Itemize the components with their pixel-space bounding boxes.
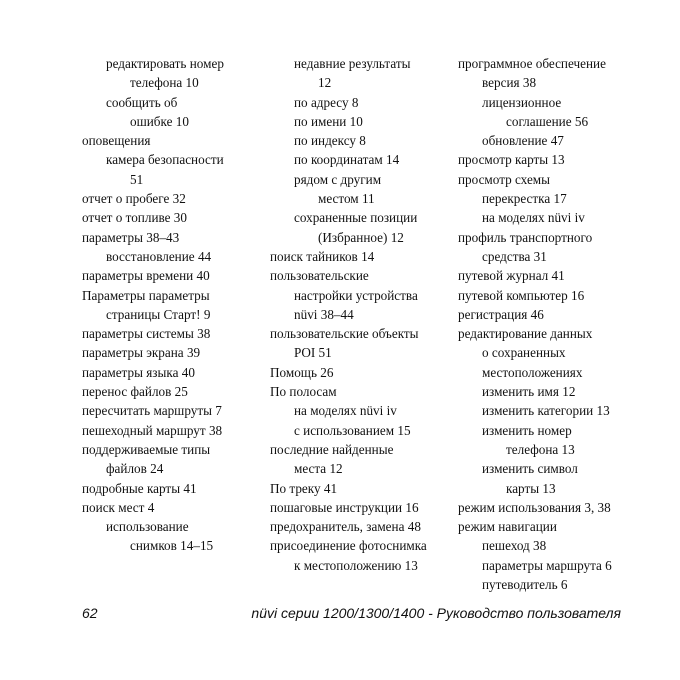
index-subentry: по имени 10 (294, 113, 363, 129)
index-subentry: 12 (318, 75, 332, 91)
index-entry: присоединение фотоснимка (270, 538, 427, 554)
index-subentry: местом 11 (318, 191, 375, 207)
index-subentry: перекрестка 17 (482, 191, 567, 207)
index-entry: пересчитать маршруты 7 (82, 403, 222, 419)
index-subentry: места 12 (294, 461, 343, 477)
index-entry: пользовательские (270, 268, 369, 284)
manual-title: nüvi серии 1200/1300/1400 - Руководство пользователя (251, 605, 621, 621)
index-entry: профиль транспортного (458, 229, 593, 245)
index-entry: подробные карты 41 (82, 480, 197, 496)
index-subentry: редактировать номер (106, 56, 224, 71)
index-subentry: камера безопасности (106, 152, 224, 168)
index-column-2 (270, 54, 452, 575)
page-number: 62 (82, 605, 98, 621)
index-entry: просмотр карты 13 (458, 152, 565, 168)
index-subentry: о сохраненных (482, 345, 566, 361)
index-entry: По полосам (270, 384, 337, 400)
index-subentry: POI 51 (294, 345, 332, 361)
index-entry: редактирование данных (458, 326, 593, 342)
index-subentry: обновление 47 (482, 133, 564, 149)
index-entry: предохранитель, замена 48 (270, 519, 421, 535)
index-entry: режим навигации (458, 519, 557, 535)
index-subentry: по индексу 8 (294, 133, 366, 149)
index-subentry: сохраненные позиции (294, 210, 418, 226)
index-subentry: по адресу 8 (294, 94, 359, 110)
index-subentry: карты 13 (506, 480, 556, 496)
index-entry: пошаговые инструкции 16 (270, 499, 419, 515)
index-entry: программное обеспечение (458, 56, 606, 71)
index-entry: отчет о топливе 30 (82, 210, 187, 226)
index-entry: пользовательские объекты (270, 326, 419, 342)
index-entry: перенос файлов 25 (82, 384, 188, 400)
index-subentry: местоположениях (482, 364, 583, 380)
index-entry: поддерживаемые типы (82, 441, 211, 457)
index-entry: путевой журнал 41 (458, 268, 565, 284)
index-column-3 (458, 54, 658, 594)
index-entry: режим использования 3, 38 (458, 499, 611, 515)
index-subentry: пешеход 38 (482, 538, 547, 554)
index-entry: просмотр схемы (458, 171, 551, 187)
index-subentry: изменить имя 12 (482, 384, 576, 400)
index-entry: пешеходный маршрут 38 (82, 422, 223, 438)
index-subentry: телефона 13 (506, 441, 575, 457)
index-subentry: изменить номер (482, 422, 572, 438)
index-subentry: сообщить об (106, 94, 178, 110)
index-subentry: лицензионное (482, 94, 562, 110)
index-entry: По треку 41 (270, 480, 338, 496)
index-subentry: параметры маршрута 6 (482, 557, 612, 573)
index-entry: поиск тайников 14 (270, 248, 375, 264)
index-subentry: ошибке 10 (130, 113, 189, 129)
index-column-1 (82, 54, 262, 556)
index-entry: параметры времени 40 (82, 268, 210, 284)
index-entry: регистрация 46 (458, 306, 544, 322)
index-subentry: страницы Старт! 9 (106, 306, 211, 322)
index-entry: отчет о пробеге 32 (82, 191, 186, 207)
index-subentry: изменить символ (482, 461, 578, 477)
index-subentry: путеводитель 6 (482, 577, 568, 593)
index-entry: поиск мест 4 (82, 499, 155, 515)
index-subentry: средства 31 (482, 248, 547, 264)
index-entry: путевой компьютер 16 (458, 287, 585, 303)
index-subentry: nüvi 38–44 (294, 306, 354, 322)
index-subentry: соглашение 56 (506, 113, 589, 129)
index-entry: Параметры параметры (82, 287, 210, 303)
index-subentry: (Избранное) 12 (318, 229, 404, 245)
index-entry: параметры 38–43 (82, 229, 180, 245)
index-entry: параметры системы 38 (82, 326, 211, 342)
index-subentry: с использованием 15 (294, 422, 411, 438)
index-entry: параметры экрана 39 (82, 345, 201, 361)
index-subentry: 51 (130, 171, 144, 187)
index-subentry: по координатам 14 (294, 152, 400, 168)
index-subentry: телефона 10 (130, 75, 199, 91)
index-subentry: рядом с другим (294, 171, 382, 187)
index-subentry: к местоположению 13 (294, 557, 418, 573)
index-subentry: восстановление 44 (106, 248, 212, 264)
index-subentry: изменить категории 13 (482, 403, 610, 419)
index-entry: оповещения (82, 133, 151, 149)
index-subentry: версия 38 (482, 75, 537, 91)
index-subentry: на моделях nüvi iv (294, 403, 397, 419)
index-subentry: недавние результаты (294, 56, 411, 71)
index-subentry: настройки устройства (294, 287, 418, 303)
index-entry: Помощь 26 (270, 364, 334, 380)
index-subentry: на моделях nüvi iv (482, 210, 585, 226)
index-entry: параметры языка 40 (82, 364, 195, 380)
index-subentry: файлов 24 (106, 461, 164, 477)
index-subentry: снимков 14–15 (130, 538, 214, 554)
index-subentry: использование (106, 519, 189, 535)
index-entry: последние найденные (270, 441, 394, 457)
